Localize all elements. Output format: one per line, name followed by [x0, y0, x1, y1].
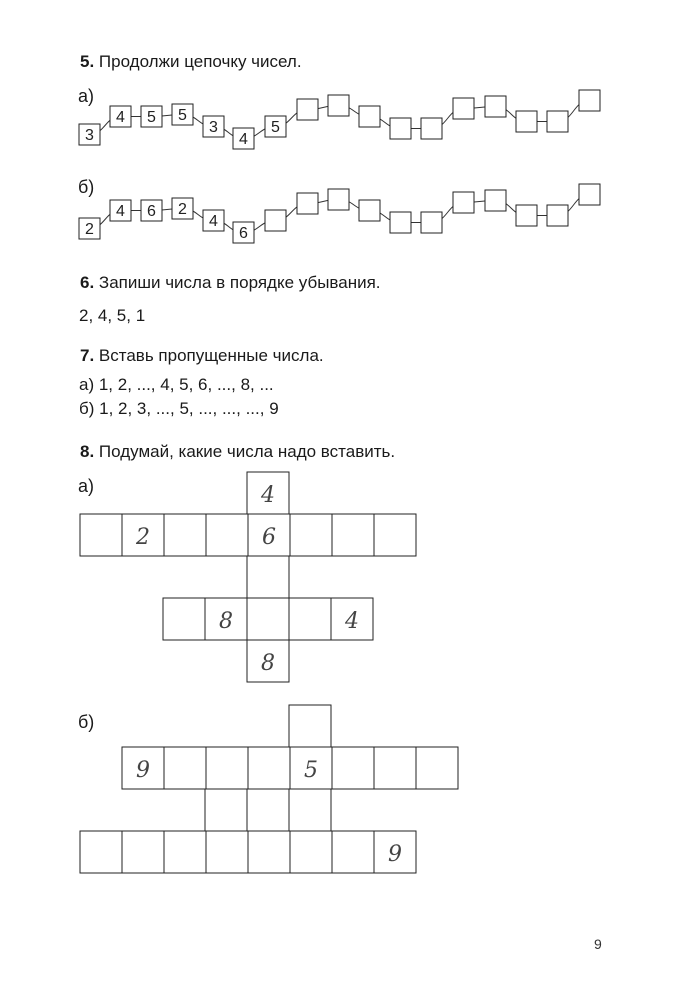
- task7-number: 7.: [80, 346, 95, 365]
- grid-b-cell: [289, 705, 331, 747]
- grid-a-cell-number: 8: [219, 609, 233, 634]
- grid-b-cell: [206, 747, 248, 789]
- chain-b: [79, 184, 600, 243]
- grid-b-cell: [289, 789, 331, 831]
- grid-b-cell: [80, 831, 122, 873]
- chain-a-box: [328, 95, 349, 116]
- chain-a-box: [359, 106, 380, 127]
- chain-a-box: [579, 90, 600, 111]
- chain-a-number: 5: [147, 109, 156, 126]
- grid-b-cell: [332, 831, 374, 873]
- grid-b-cell: [164, 747, 206, 789]
- grid-a-cell-number: 4: [261, 483, 275, 508]
- chain-a-box: [421, 118, 442, 139]
- task6-text: Запиши числа в порядке убывания.: [98, 273, 381, 292]
- grid-a-cell-number: 6: [262, 525, 276, 550]
- task5-part-a-label: а): [78, 86, 95, 106]
- grid-b-cell: [247, 789, 289, 831]
- chain-b-box: [485, 190, 506, 211]
- chain-b-box: [453, 192, 474, 213]
- chain-a-number: 3: [85, 127, 94, 144]
- chain-b-box: [421, 212, 442, 233]
- chain-b-box: [579, 184, 600, 205]
- grid-b-cell: [416, 747, 458, 789]
- chain-b-number: 6: [239, 225, 248, 242]
- chain-a-number: 5: [271, 119, 280, 136]
- task5-part-b-label: б): [78, 177, 95, 197]
- chain-a-box: [390, 118, 411, 139]
- chain-b-box: [390, 212, 411, 233]
- grid-a-cell: [332, 514, 374, 556]
- task7-line-a: а) 1, 2, ..., 4, 5, 6, ..., 8, ...: [79, 375, 274, 394]
- grid-b-cell: [205, 789, 247, 831]
- chain-b-number: 2: [178, 201, 187, 218]
- grid-b-cell: [332, 747, 374, 789]
- task7-line-b: б) 1, 2, 3, ..., 5, ..., ..., ..., 9: [79, 399, 279, 418]
- task5-number: 5.: [80, 52, 95, 71]
- crossword-grid-a: [80, 472, 416, 682]
- grid-b-cell-number: 9: [388, 842, 402, 867]
- task6-numbers: 2, 4, 5, 1: [79, 306, 146, 325]
- chain-a-number: 4: [239, 131, 248, 148]
- task8-part-b-label: б): [78, 712, 95, 732]
- task6-number: 6.: [80, 273, 95, 292]
- grid-a-cell: [163, 598, 205, 640]
- task8-part-a-label: а): [78, 476, 95, 496]
- chain-a-number: 3: [209, 119, 218, 136]
- chain-b-box: [547, 205, 568, 226]
- grid-a-cell: [289, 598, 331, 640]
- chain-b-box: [265, 210, 286, 231]
- task8-number: 8.: [80, 442, 95, 461]
- grid-b-cell-number: 9: [136, 758, 150, 783]
- chain-b-box: [297, 193, 318, 214]
- grid-b-cell: [206, 831, 248, 873]
- chain-b-box: [328, 189, 349, 210]
- page-number: 9: [594, 936, 602, 952]
- grid-a-cell: [164, 514, 206, 556]
- crossword-grid-b: [80, 705, 458, 873]
- grid-b-cell: [248, 831, 290, 873]
- chain-a-box: [516, 111, 537, 132]
- grid-b-cell-number: 5: [304, 758, 318, 783]
- grid-a-cell: [206, 514, 248, 556]
- grid-b-cell: [248, 747, 290, 789]
- chain-a-box: [485, 96, 506, 117]
- chain-a-box: [547, 111, 568, 132]
- grid-a-cell: [374, 514, 416, 556]
- grid-b-cell: [164, 831, 206, 873]
- task5-text: Продолжи цепочку чисел.: [98, 52, 302, 71]
- chain-a-box: [297, 99, 318, 120]
- chain-b-box: [516, 205, 537, 226]
- grid-a-cell-number: 2: [136, 525, 150, 550]
- grid-b-cell: [122, 831, 164, 873]
- chain-b-box: [359, 200, 380, 221]
- grid-a-cell: [247, 556, 289, 598]
- grid-a-cell: [290, 514, 332, 556]
- grid-b-cell: [290, 831, 332, 873]
- chain-a-number: 5: [178, 107, 187, 124]
- chain-b-number: 4: [116, 203, 125, 220]
- chain-a-number: 4: [116, 109, 125, 126]
- grid-a-cell-number: 8: [261, 651, 275, 676]
- task7-text: Вставь пропущенные числа.: [98, 346, 324, 365]
- chain-b-number: 2: [85, 221, 94, 238]
- chain-a-box: [453, 98, 474, 119]
- chain-b-number: 4: [209, 213, 218, 230]
- grid-a-cell-number: 4: [345, 609, 359, 634]
- grid-a-cell: [80, 514, 122, 556]
- grid-b-cell: [374, 747, 416, 789]
- chain-b-number: 6: [147, 203, 156, 220]
- grid-a-cell: [247, 598, 289, 640]
- task8-text: Подумай, какие числа надо вставить.: [98, 442, 396, 461]
- chain-a: [79, 90, 600, 149]
